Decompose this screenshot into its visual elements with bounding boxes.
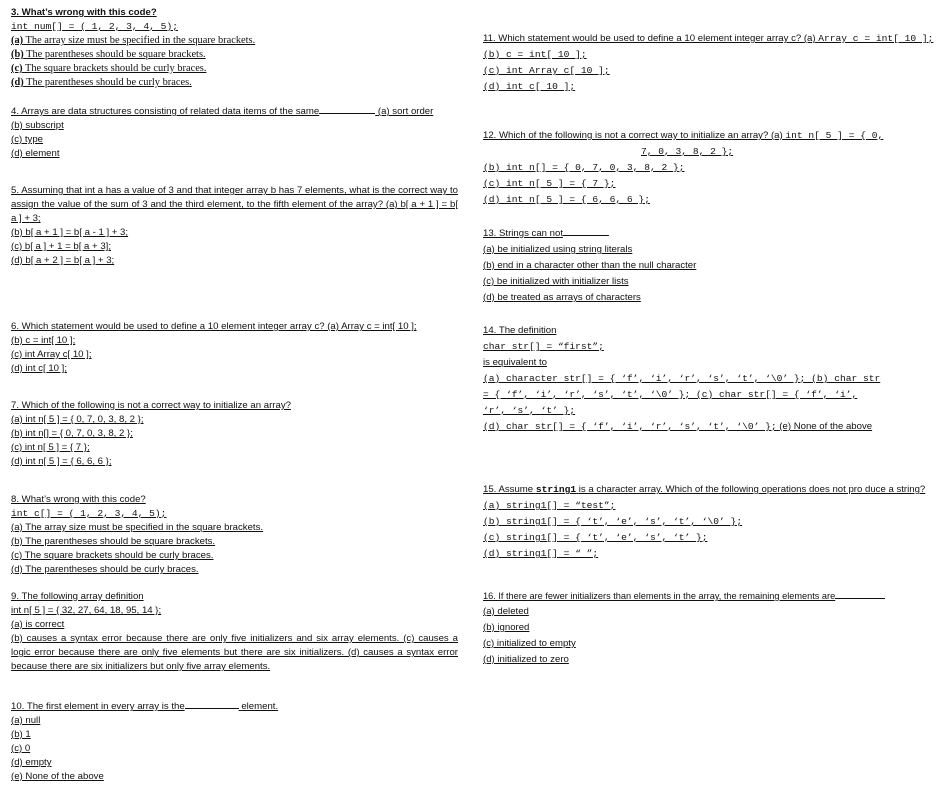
option: (b) b[ a + 1 ] = b[ a - 1 ] + 3;	[11, 227, 129, 238]
option: (c) initialized to empty	[483, 638, 576, 649]
option: (c) int Array c[ 10 ];	[483, 65, 610, 76]
question-title: 4. Arrays are data structures consisting of related data items of the same (a) sort order	[11, 106, 434, 117]
question-14	[483, 323, 929, 435]
option: (b) end in a character other than the null character	[483, 260, 697, 271]
option: (b) c = int[ 10 ];	[483, 49, 587, 60]
question-text: 11. Which statement would be used to define a 10 element integer array c? (a) Array c = int[ 10 ];	[483, 33, 934, 44]
option: (b) The parentheses should be square brackets.	[11, 536, 216, 547]
question-title: 9. The following array definition	[11, 591, 144, 602]
option-line: (a) character str[] = { ‘f’, ‘i’, ‘r’, ‘s’, ‘t’, ‘\0’ }; (b) char str	[483, 373, 881, 384]
option: (d) string1[] = “ ”;	[483, 548, 599, 559]
option: (a) string1[] = “test”;	[483, 500, 616, 511]
question-text: is equivalent to	[483, 357, 547, 368]
options-remaining: (b) causes a syntax error because there are only five initializers and six array elements. (c) causes a logic error because there are only five elements but there are six initializers. (d) causes a syntax error because there are six initializers but only five array elements.	[11, 633, 458, 672]
question-text: 12. Which of the following is not a correct way to initialize an array? (a) int n[ 5 ] = { 0,	[483, 130, 884, 141]
option: (d) b[ a + 2 ] = b[ a ] + 3;	[11, 255, 115, 266]
question-title: 8. What’s wrong with this code?	[11, 494, 146, 505]
question-8	[11, 493, 458, 577]
option: (d) int c[ 10 ];	[483, 81, 576, 92]
option: (c) be initialized with initializer lists	[483, 276, 629, 287]
question-title: 3. What’s wrong with this code?	[11, 7, 157, 18]
option: (c) 0	[11, 743, 31, 754]
option: (c) int Array c[ 10 ];	[11, 349, 92, 360]
question-7	[11, 399, 458, 469]
question-4	[11, 104, 458, 161]
option: (d) int c[ 10 ];	[11, 363, 67, 374]
option: (a) be initialized using string literals	[483, 244, 633, 255]
question-title: 7. Which of the following is not a correct way to initialize an array?	[11, 400, 291, 411]
option: (d) initialized to zero	[483, 654, 569, 665]
question-13	[483, 226, 929, 306]
option: (d) The parentheses should be curly braces.	[11, 564, 199, 575]
code-snippet: int c[] = ( 1, 2, 3, 4, 5);	[11, 508, 167, 519]
question-title: 14. The definition	[483, 325, 557, 336]
option: (a) deleted	[483, 606, 529, 617]
option: (a) The array size must be specified in the square brackets.	[11, 522, 264, 533]
option-line: = { ‘f’, ‘i’, ‘r’, ‘s’, ‘t’, ‘\0’ }; (c) char str[] = { ‘f’, ‘i’,	[483, 389, 858, 400]
option-line: ‘r’, ‘s’, ‘t’ };	[483, 405, 576, 416]
question-9	[11, 590, 458, 674]
option: (b) string1[] = { ‘t’, ‘e’, ‘s’, ‘t’, ‘\0’ };	[483, 516, 743, 527]
option-line: (d) char str[] = { ‘f’, ‘i’, ‘r’, ‘s’, ‘t’, ‘\0’ }; (e) None of the above	[483, 421, 873, 432]
question-3	[11, 6, 458, 90]
option: (d) be treated as arrays of characters	[483, 292, 641, 303]
code-snippet: int n[ 5 ] = { 32, 27, 64, 18, 95, 14 };	[11, 605, 162, 616]
question-title: 16. If there are fewer initializers than elements in the array, the remaining elements are	[483, 588, 929, 604]
code-snippet: char str[] = “first”;	[483, 341, 604, 352]
question-5	[11, 184, 458, 268]
option: (b) ignored	[483, 622, 530, 633]
option: (d) int n[ 5 ] = { 6, 6, 6 };	[483, 194, 650, 205]
option: (b) subscript	[11, 120, 64, 131]
option: (b) c = int[ 10 ];	[11, 335, 76, 346]
option: (d) The parentheses should be curly braces.	[11, 77, 192, 88]
option: (d) int n[ 5 ] = { 6, 6, 6 };	[11, 456, 112, 467]
question-title: 13. Strings can not	[483, 226, 929, 242]
question-12	[483, 128, 929, 208]
option: (e) None of the above	[11, 771, 104, 782]
option: (c) string1[] = { ‘t’, ‘e’, ‘s’, ‘t’ };	[483, 532, 708, 543]
question-title: 6. Which statement would be used to define a 10 element integer array c? (a) Array c = int[ 10 ];	[11, 321, 417, 332]
option: (c) The square brackets should be curly braces.	[11, 550, 214, 561]
option: (a) int n[ 5 ] = { 0, 7, 0, 3, 8, 2 };	[11, 414, 144, 425]
option: (a) is correct	[11, 619, 65, 630]
question-6	[11, 320, 458, 376]
code-continuation: 7, 0, 3, 8, 2 };	[641, 146, 734, 157]
code-snippet: int num[] = ( 1, 2, 3, 4, 5);	[11, 21, 178, 32]
option: (a) The array size must be specified in the square brackets.	[11, 35, 256, 46]
question-text: 15. Assume string1 is a character array. Which of the following operations does not pro duce a string?	[483, 484, 926, 495]
question-11	[483, 31, 934, 95]
option: (b) int n[] = { 0, 7, 0, 3, 8, 2 };	[11, 428, 133, 439]
question-10	[11, 699, 458, 784]
option: (b) int n[] = { 0, 7, 0, 3, 8, 2 };	[483, 162, 685, 173]
question-title: 10. The first element in every array is the element.	[11, 701, 279, 712]
option: (c) int n[ 5 ] = { 7 };	[11, 442, 90, 453]
question-16	[483, 588, 929, 668]
option: (b) 1	[11, 729, 31, 740]
option: (c) type	[11, 134, 43, 145]
option: (d) element	[11, 148, 60, 159]
question-text: 5. Assuming that int a has a value of 3 and that integer array b has 7 elements, what is the correct way to assign the value of the sum of 3 and the third element, to the fifth element of the array? (a) b[ a + 1 ] = b[ a ] + 3;	[11, 185, 458, 224]
option: (c) int n[ 5 ] = { 7 };	[483, 178, 616, 189]
option: (c) b[ a ] + 1 = b[ a + 3];	[11, 241, 111, 252]
option: (a) null	[11, 715, 41, 726]
question-15	[483, 482, 929, 562]
option: (b) The parentheses should be square brackets.	[11, 49, 206, 60]
option: (d) empty	[11, 757, 52, 768]
option: (c) The square brackets should be curly braces.	[11, 63, 207, 74]
